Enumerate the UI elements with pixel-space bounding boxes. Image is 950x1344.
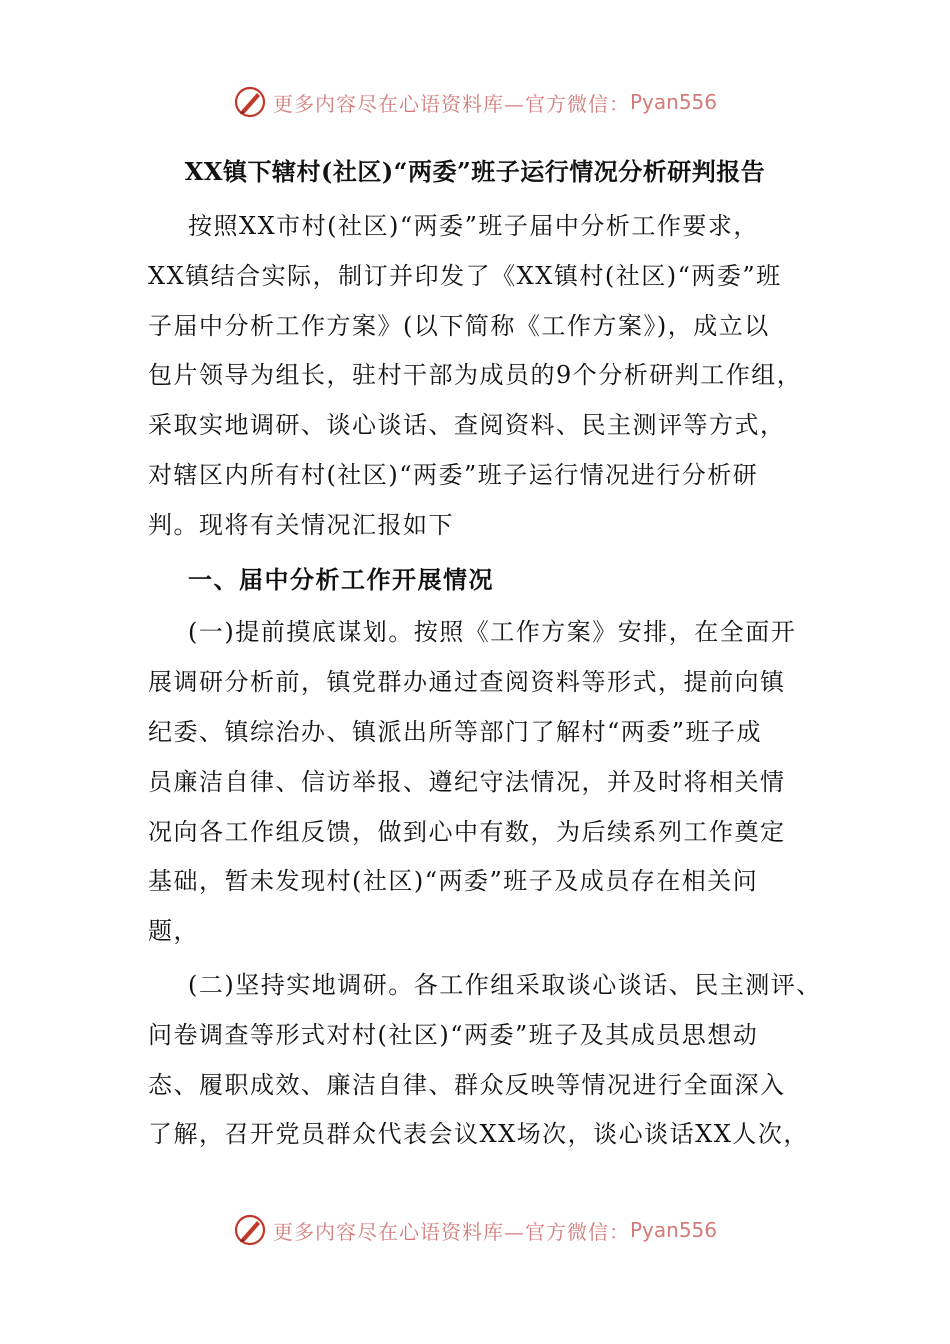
section-heading: 一、届中分析工作开展情况 [188,564,494,594]
paragraph-line: 了解，召开党员群众代表会议XX场次，谈心谈话XX人次， [148,1120,809,1149]
watermark-footer [0,1210,950,1250]
watermark-wechat-id: Pyan556 [629,1218,717,1242]
paragraph-line: 包片领导为组长，驻村干部为成员的9个分析研判工作组， [148,361,803,390]
document-title: XX镇下辖村(社区)“两委”班子运行情况分析研判报告 [184,157,766,186]
paragraph-line: 子届中分析工作方案》(以下简称《工作方案》)，成立以 [148,311,770,340]
watermark-text: 更多内容尽在心语资料库—官方微信： [272,1219,630,1244]
watermark-header [0,82,950,122]
paragraph-line: 员廉洁自律、信访举报、遵纪守法情况，并及时将相关情 [148,767,786,796]
document-body [148,202,828,1160]
paragraph-line: 判。现将有关情况汇报如下 [148,510,454,539]
paragraph-line: XX镇结合实际，制订并印发了《XX镇村(社区)“两委”班 [148,261,782,290]
paragraph-line: 纪委、镇综治办、镇派出所等部门了解村“两委”班子成 [148,717,763,746]
paragraph-line: 展调研分析前，镇党群办通过查阅资料等形式，提前向镇 [148,668,786,697]
pen-logo-icon [233,1213,267,1247]
paragraph-line: 基础，暂未发现村(社区)“两委”班子及成员存在相关问 [148,867,759,896]
paragraph-line: (一)提前摸底谋划。按照《工作方案》安排，在全面开 [188,618,797,647]
watermark-wechat-id: Pyan556 [629,90,717,114]
paragraph-line: 按照XX市村(社区)“两委”班子届中分析工作要求， [188,212,759,240]
paragraph-line: 问卷调查等形式对村(社区)“两委”班子及其成员思想动 [148,1020,759,1049]
pen-logo-icon [233,85,267,119]
paragraph-line: (二)坚持实地调研。各工作组采取谈心谈话、民主测评、 [188,970,822,999]
paragraph-line: 对辖区内所有村(社区)“两委”班子运行情况进行分析研 [148,460,759,489]
paragraph-line: 采取实地调研、谈心谈话、查阅资料、民主测评等方式， [148,411,786,440]
paragraph-line: 态、履职成效、廉洁自律、群众反映等情况进行全面深入 [148,1070,786,1099]
paragraph-line: 题， [148,917,199,946]
watermark-text: 更多内容尽在心语资料库—官方微信： [272,91,630,116]
paragraph-line: 况向各工作组反馈，做到心中有数，为后续系列工作奠定 [148,817,786,846]
